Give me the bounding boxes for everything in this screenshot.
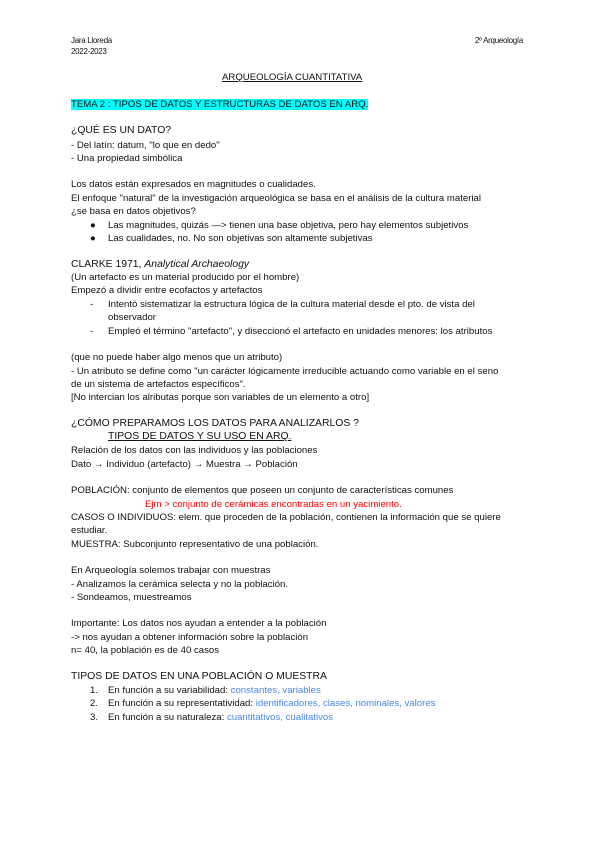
text-line: de un sistema de artefactos específicos".	[71, 379, 246, 390]
section-heading: ¿CÓMO PREPARAMOS LOS DATOS PARA ANALIZARLOS ?	[71, 418, 359, 429]
list-number: 1.	[90, 685, 99, 696]
example-line: Ejm > conjunto de cerámicas encontradas en un yacimiento.	[145, 499, 402, 510]
text-line: POBLACIÓN: conjunto de elementos que poseen un conjunto de características comunes	[71, 485, 454, 496]
text-line: Importante: Los datos nos ayudan a entender a la población	[71, 618, 327, 629]
list-number: 3.	[90, 712, 99, 723]
text-line: - Una propiedad simbólica	[71, 153, 183, 164]
list-item	[90, 712, 334, 724]
text-line: - Sondeamos, muestreamos	[71, 592, 192, 603]
tema-heading	[71, 99, 368, 111]
tema-text: TEMA 2 : TIPOS DE DATOS Y ESTRUCTURAS DE DATOS EN ARQ.	[71, 99, 369, 110]
text-line: CASOS O INDIVIDUOS: elem. que proceden de la población, contienen la información que se quiere	[71, 512, 501, 523]
text-line: MUESTRA: Subconjunto representativo de una población.	[71, 539, 319, 550]
document-title: ARQUEOLOGÍA CUANTITATIVA	[222, 72, 363, 83]
clarke-text: CLARKE 1971,	[71, 259, 145, 270]
text-line: estudiar.	[71, 525, 108, 536]
list-item	[90, 698, 436, 710]
text-line: - Analizamos la cerámica selecta y no la población.	[71, 579, 289, 590]
text-line: n= 40, la población es de 40 casos	[71, 645, 220, 656]
text-line: El enfoque "natural" de la investigación arqueológica se basa en el análisis de la cultura material	[71, 193, 482, 204]
bullet-item: ● Las cualidades, no. No son objetivas son altamente subjetivas	[90, 233, 373, 244]
text-line: [No intercian los alributas porque son variables de un elemento a otro]	[71, 392, 370, 403]
dash-text: Empleó el término "artefacto", y diseccionó el artefacto en unidades menores: los atributos	[108, 326, 493, 337]
text-line: (que no puede haber algo menos que un atributo)	[71, 352, 283, 363]
text-line: - Un atributo se define como "un carácter lógicamente irreducible actuando como variable en el seno	[71, 366, 499, 377]
author: Jara Lloreda	[71, 36, 112, 45]
course: 2º Arqueología	[474, 36, 523, 45]
dash-item: - Intentó sistematizar la estructura lógica de la cultura material desde el pto. de vista del	[90, 299, 475, 310]
list-value: identificadores, clases, nominales, valores	[255, 698, 436, 709]
list-label: En función a su naturaleza:	[108, 712, 227, 723]
list-value: cuantitativos, cualitativos	[226, 712, 334, 723]
bullet-text: Las magnitudes, quizás —> tienen una base objetiva, pero hay elementos subjetivos	[108, 220, 469, 231]
text-line: observador	[108, 312, 156, 323]
dash-text: Intentó sistematizar la estructura lógica de la cultura material desde el pto. de vista del	[108, 299, 475, 310]
book-title: Analytical Archaeology	[144, 259, 250, 270]
text-line: - Del latín: datum, "lo que en dedo"	[71, 140, 220, 151]
year: 2022-2023	[71, 47, 107, 56]
list-value: constantes, variables	[230, 685, 321, 696]
list-item	[90, 685, 321, 697]
text-line: En Arqueología solemos trabajar con muestras	[71, 565, 271, 576]
text-line: -> nos ayudan a obtener información sobre la población	[71, 632, 309, 643]
list-label: En función a su representatividad:	[108, 698, 256, 709]
text-line: Los datos están expresados en magnitudes o cualidades.	[71, 179, 316, 190]
bullet-item: ● Las magnitudes, quizás —> tienen una base objetiva, pero hay elementos subjetivos	[90, 220, 469, 231]
text-line: (Un artefacto es un material producido por el hombre)	[71, 272, 300, 283]
list-number: 2.	[90, 698, 99, 709]
dash-item: - Empleó el término "artefacto", y diseccionó el artefacto en unidades menores: los atributos	[90, 326, 493, 337]
section-heading: ¿QUÉ ES UN DATO?	[71, 125, 172, 136]
text-line: Empezó a dividir entre ecofactos y artefactos	[71, 285, 263, 296]
clarke-line	[71, 259, 249, 271]
list-label: En función a su variabilidad:	[108, 685, 231, 696]
text-line: Relación de los datos con las individuos y las poblaciones	[71, 445, 318, 456]
bullet-text: Las cualidades, no. No son objetivas son altamente subjetivas	[108, 233, 373, 244]
section-heading: TIPOS DE DATOS EN UNA POBLACIÓN O MUESTRA	[71, 671, 327, 682]
text-line: Dato → Individuo (artefacto) → Muestra → Población	[71, 459, 298, 470]
subheading: TIPOS DE DATOS Y SU USO EN ARQ.	[108, 431, 292, 442]
text-line: ¿se basa en datos objetivos?	[71, 206, 196, 217]
